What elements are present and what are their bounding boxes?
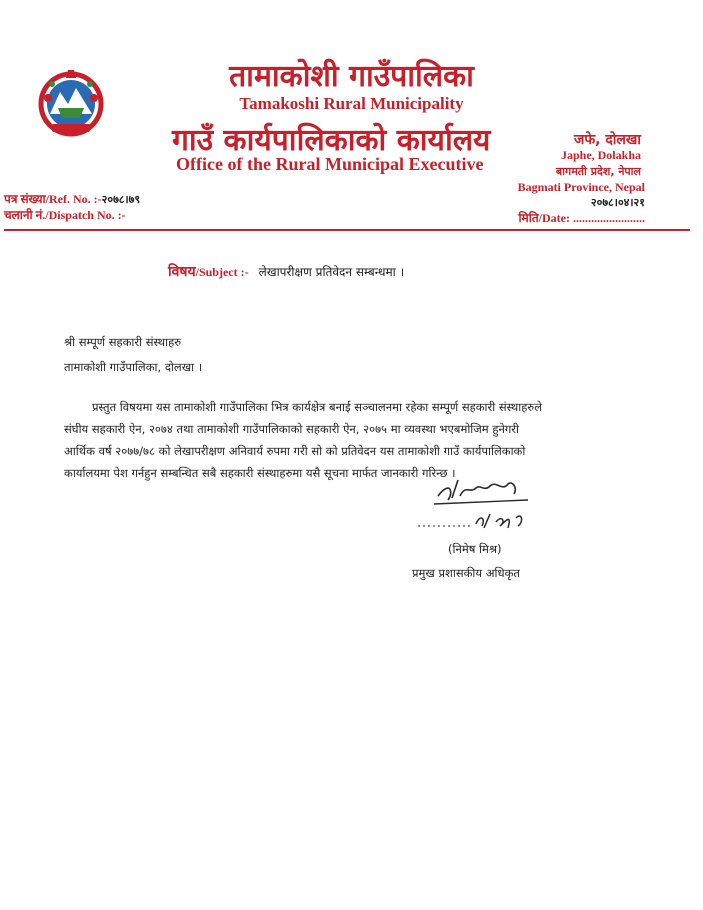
subject-text: लेखापरीक्षण प्रतिवेदन सम्बन्धमा । xyxy=(258,265,405,279)
date-label: मिति/Date: ........................ xyxy=(518,211,645,225)
recipient-line-2: तामाकोशी गाउँपालिका, दोलखा । xyxy=(64,360,203,374)
body-line-2: संघीय सहकारी ऐन, २०७४ तथा तामाकोशी गाउँपालिकाको सहकारी ऐन, २०७५ मा व्यवस्था भएबमोजिम हुनेगरी xyxy=(64,422,519,436)
province-np: बागमती प्रदेश, नेपाल xyxy=(555,165,641,178)
address-np: जफे, दोलखा xyxy=(573,132,641,148)
dispatch-label: चलानी नं./Dispatch No. :- xyxy=(4,208,126,222)
header-divider xyxy=(4,229,690,231)
address-en: Japhe, Dolakha xyxy=(560,148,641,162)
province-en: Bagmati Province, Nepal xyxy=(517,180,645,194)
recipient-line-1: श्री सम्पूर्ण सहकारी संस्थाहरु xyxy=(64,335,182,349)
ref-number xyxy=(4,190,140,207)
handwritten-signature xyxy=(410,470,550,540)
signatory-name: (निमेष मिश्र) xyxy=(448,542,502,556)
body-line-1: प्रस्तुत विषयमा यस तामाकोशी गाउँपालिका भित्र कार्यक्षेत्र बनाई सञ्चालनमा रहेका सम्पूर्ण सहकारी संस्थाहरुले xyxy=(92,400,542,414)
ref-value: २०७८।७९ xyxy=(101,193,141,206)
municipality-name-np: तामाकोशी गाउँपालिका xyxy=(229,59,474,94)
office-name-np: गाउँ कार्यपालिकाको कार्यालय xyxy=(172,123,491,158)
signatory-title: प्रमुख प्रशासकीय अधिकृत xyxy=(412,566,520,580)
letter-date-np: २०७८।०४।२१ xyxy=(590,196,645,209)
subject-line xyxy=(168,262,404,281)
municipality-name-en: Tamakoshi Rural Municipality xyxy=(239,94,464,113)
subject-label: विषय/Subject :- xyxy=(168,264,249,280)
office-name-en: Office of the Rural Municipal Executive xyxy=(176,154,484,174)
body-line-4: कार्यालयमा पेश गर्नहुन सम्बन्धित सबै सहकारी संस्थाहरुमा यसै सूचना मार्फत जानकारी गरिन्छ । xyxy=(64,466,456,480)
body-line-3: आर्थिक वर्ष २०७७/७८ को लेखापरीक्षण अनिवार्य रुपमा गरी सो को प्रतिवेदन यस तामाकोशी गाउँ कार्यपालिकाको xyxy=(64,444,526,458)
ref-label: पत्र संख्या/Ref. No. :- xyxy=(4,192,102,206)
